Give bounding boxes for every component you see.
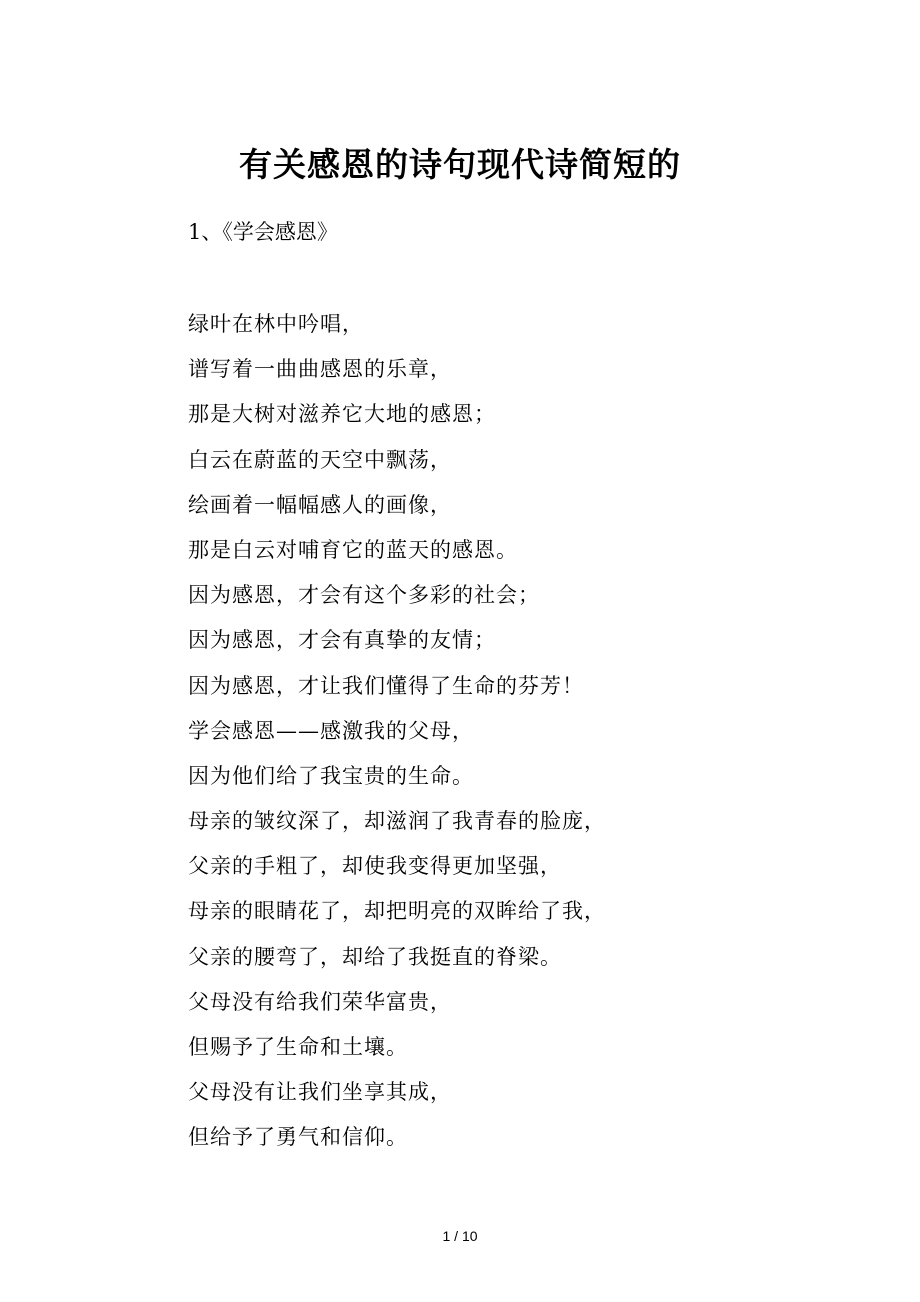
poem-line: 母亲的眼睛花了，却把明亮的双眸给了我，: [188, 899, 606, 924]
poem-line: 父母没有让我们坐享其成，: [188, 1080, 452, 1105]
poem-body: [188, 302, 606, 1161]
poem-line: 因为他们给了我宝贵的生命。: [188, 763, 474, 788]
page-number: 1 / 10: [442, 1228, 478, 1244]
poem-line: 白云在蔚蓝的天空中飘荡，: [188, 447, 452, 472]
poem-line: 学会感恩——感激我的父母，: [188, 718, 474, 743]
poem-line: 因为感恩，才让我们懂得了生命的芬芳！: [188, 673, 584, 698]
poem-line: 父亲的腰弯了，却给了我挺直的脊梁。: [188, 944, 562, 969]
poem-line: 父母没有给我们荣华富贵，: [188, 989, 452, 1014]
section-heading: 1、《学会感恩》: [188, 220, 338, 244]
poem-line: 绿叶在林中吟唱，: [188, 312, 364, 336]
poem-line: 谱写着一曲曲感恩的乐章，: [188, 357, 452, 382]
poem-line: 但给予了勇气和信仰。: [188, 1125, 408, 1150]
poem-line: 但赐予了生命和土壤。: [188, 1035, 408, 1059]
document-title: 有关感恩的诗句现代诗简短的: [239, 145, 681, 184]
poem-line: 因为感恩，才会有真挚的友情；: [188, 628, 496, 653]
poem-line: 那是大树对滋养它大地的感恩；: [188, 402, 496, 427]
poem-line: 绘画着一幅幅感人的画像，: [188, 492, 452, 517]
poem-line: 母亲的皱纹深了，却滋润了我青春的脸庞，: [188, 809, 606, 834]
poem-line: 那是白云对哺育它的蓝天的感恩。: [188, 537, 518, 562]
poem-line: 因为感恩，才会有这个多彩的社会；: [188, 583, 540, 608]
poem-line: 父亲的手粗了，却使我变得更加坚强，: [188, 854, 562, 879]
